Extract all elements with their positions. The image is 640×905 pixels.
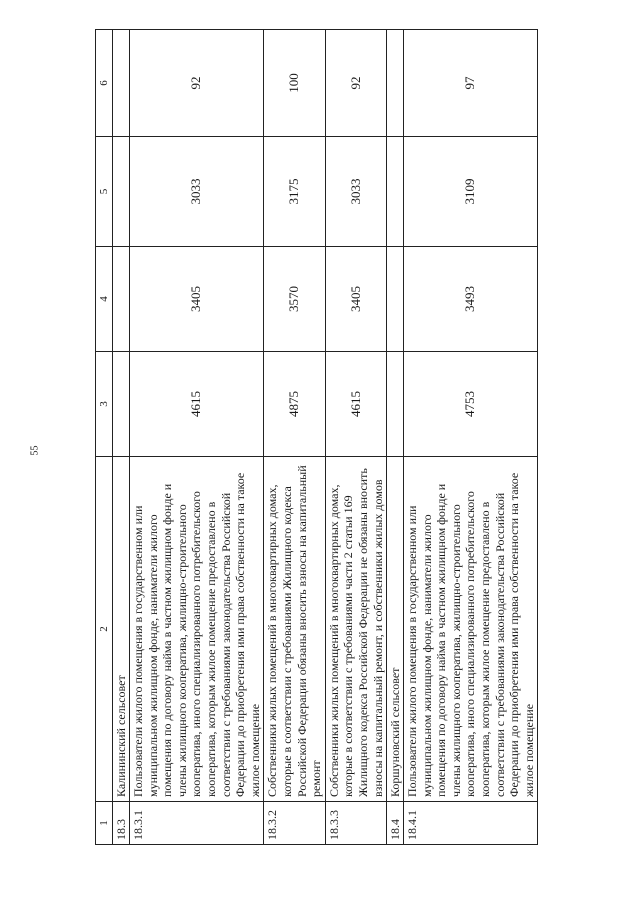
value-col-3: 4753: [404, 352, 538, 457]
row-description: Собственники жилых помещений в многоквартирных домах, которые в соответствии с требованиями Жилищного кодекса Российской Федерации обязаны вносить взносы на капитальный ремонт: [264, 457, 325, 802]
row-description: Пользователи жилого помещения в государственном или муниципальном жилищном фонде, наниматели жилого помещения по договору найма в частном жилищном фонде и члены жилищного кооператива, жилищно-строительного кооператива, иного специализированного потребительского кооператива, которым жилое помещение предоставлено в соответствии с требованиями законодательства Российской Федерации до приобретения ими права собственности на такое жилое помещение: [404, 457, 538, 802]
value-col-5: 3175: [264, 137, 325, 247]
table-row: [130, 30, 264, 845]
table-row: [264, 30, 325, 845]
row-number: 18.4: [387, 802, 404, 845]
header-col-1: 1: [96, 802, 113, 845]
row-number: 18.3: [113, 802, 130, 845]
row-number: 18.4.1: [404, 802, 538, 845]
tariff-table: [95, 29, 538, 845]
rotated-table-container: [95, 30, 605, 845]
header-row: [96, 30, 113, 845]
value-col-4: 3570: [264, 247, 325, 352]
section-title: Калининский сельсовет: [113, 457, 130, 802]
header-col-3: 3: [96, 352, 113, 457]
value-col-5: 3109: [404, 137, 538, 247]
value-col-6: 92: [325, 30, 386, 137]
row-description: Собственники жилых помещений в многоквартирных домах, которые в соответствии с требованиями части 2 статьи 169 Жилищного кодекса Российской Федерации не обязаны вносить взносы на капитальный ремонт, и собственники жилых домов: [325, 457, 386, 802]
row-description: Пользователи жилого помещения в государственном или муниципальном жилищном фонде, наниматели жилого помещения по договору найма в частном жилищном фонде и члены жилищного кооператива, жилищно-строительного кооператива, иного специализированного потребительского кооператива, которым жилое помещение предоставлено в соответствии с требованиями законодательства Российской Федерации до приобретения ими права собственности на такое жилое помещение: [130, 457, 264, 802]
value-col-6: 100: [264, 30, 325, 137]
row-number: 18.3.1: [130, 802, 264, 845]
value-col-6: 92: [130, 30, 264, 137]
table-row: [404, 30, 538, 845]
header-col-4: 4: [96, 247, 113, 352]
value-col-3: 4875: [264, 352, 325, 457]
header-col-2: 2: [96, 457, 113, 802]
value-col-6: 97: [404, 30, 538, 137]
value-col-5: 3033: [130, 137, 264, 247]
value-col-4: 3493: [404, 247, 538, 352]
header-col-5: 5: [96, 137, 113, 247]
section-row: [387, 30, 404, 845]
header-col-6: 6: [96, 30, 113, 137]
section-row: [113, 30, 130, 845]
value-col-5: 3033: [325, 137, 386, 247]
value-col-4: 3405: [130, 247, 264, 352]
page-number: 55: [29, 445, 41, 456]
value-col-4: 3405: [325, 247, 386, 352]
section-title: Коршуновский сельсовет: [387, 457, 404, 802]
row-number: 18.3.2: [264, 802, 325, 845]
value-col-3: 4615: [130, 352, 264, 457]
row-number: 18.3.3: [325, 802, 386, 845]
value-col-3: 4615: [325, 352, 386, 457]
table-row: [325, 30, 386, 845]
